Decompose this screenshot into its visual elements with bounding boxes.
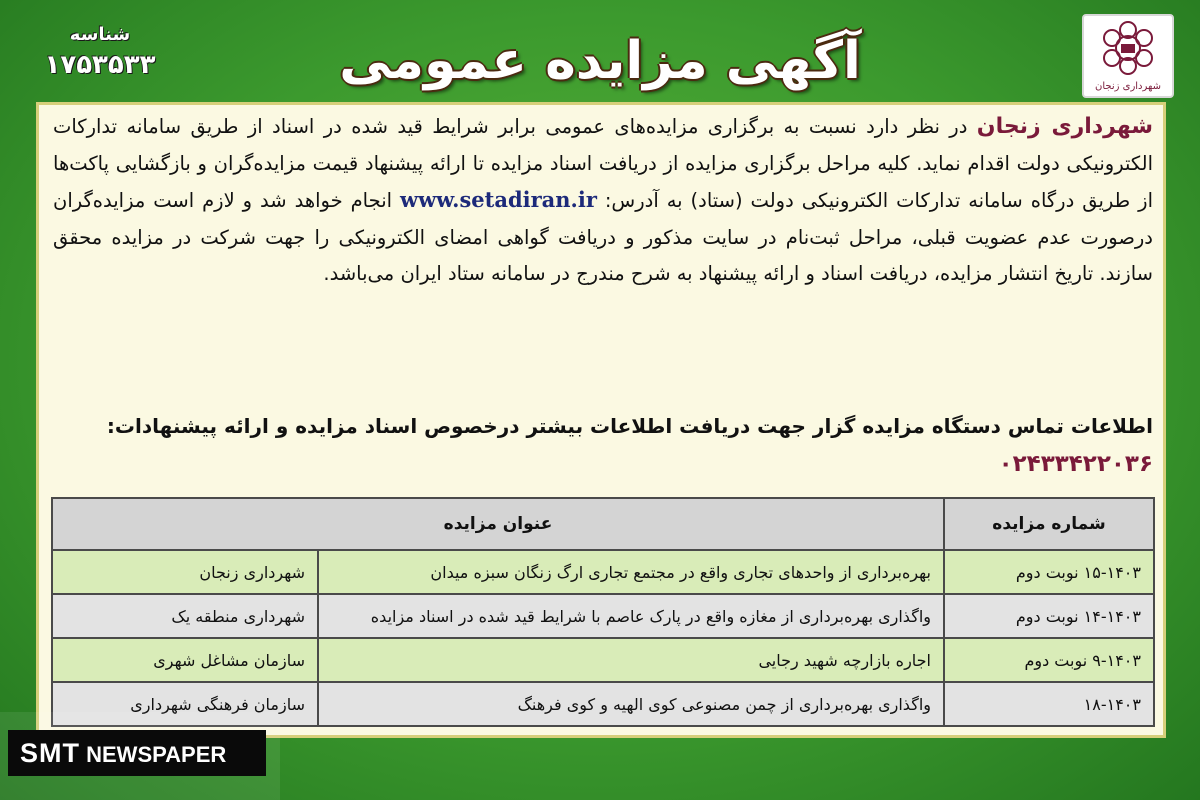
auction-number-cell: ۱۵-۱۴۰۳ نوبت دوم bbox=[944, 550, 1154, 594]
table-row bbox=[52, 594, 1154, 638]
auction-title-cell: واگذاری بهره‌برداری از چمن مصنوعی کوی الهیه و کوی فرهنگ bbox=[318, 682, 944, 726]
header-auction-title: عنوان مزایده bbox=[52, 498, 944, 550]
contact-info bbox=[53, 407, 1153, 483]
newspaper-badge bbox=[8, 730, 266, 776]
website-link[interactable]: www.setadiran.ir bbox=[400, 187, 597, 212]
auctions-table bbox=[51, 497, 1155, 727]
contact-text: اطلاعات تماس دستگاه مزایده گزار جهت دریافت اطلاعات بیشتر درخصوص اسناد مزایده و ارائه پیشنهادات: bbox=[106, 414, 1153, 438]
auction-org-cell: شهرداری زنجان bbox=[52, 550, 318, 594]
badge-brand: SMT bbox=[20, 738, 80, 768]
auction-org-cell: سازمان فرهنگی شهرداری bbox=[52, 682, 318, 726]
auction-org-cell: شهرداری منطقه یک bbox=[52, 594, 318, 638]
ad-id-number: ۱۷۵۳۵۳۳ bbox=[44, 50, 156, 80]
municipality-logo bbox=[1082, 14, 1174, 98]
ad-id-box bbox=[30, 22, 170, 88]
auction-title-cell: اجاره بازارچه شهید رجایی bbox=[318, 638, 944, 682]
ad-body-text-2: انجام خواهد شد و لازم است مزایده‌گران درصورت عدم عضویت قبلی، مراحل ثبت‌نام در سایت مذکور و دریافت گواهی امضای الکترونیکی را جهت شرکت در مزایده محقق سازند. تاریخ انتشار مزایده، دریافت اسناد و ارائه پیشنهاد به شرح مندرج در سامانه ستاد ایران می‌باشد. bbox=[53, 189, 1153, 285]
table-row bbox=[52, 638, 1154, 682]
contact-phone: ۰۲۴۳۳۴۲۲۰۳۶ bbox=[998, 451, 1153, 477]
auctions-table-wrap bbox=[51, 497, 1155, 727]
table-row bbox=[52, 550, 1154, 594]
logo-caption: شهرداری زنجان bbox=[1094, 81, 1162, 92]
ad-content-panel bbox=[36, 102, 1166, 738]
auction-number-cell: ۱۸-۱۴۰۳ bbox=[944, 682, 1154, 726]
badge-newspaper: NEWSPAPER bbox=[80, 742, 227, 767]
ad-id-label: شناسه bbox=[69, 24, 131, 45]
auction-title-cell: واگذاری بهره‌برداری از مغازه واقع در پارک عاصم با شرایط قید شده در اسناد مزایده bbox=[318, 594, 944, 638]
page-title: آگهی مزایده عمومی bbox=[339, 31, 861, 91]
organization-name: شهرداری زنجان bbox=[976, 114, 1153, 139]
flower-emblem-icon bbox=[1090, 18, 1166, 80]
ad-body-text-1: در نظر دارد نسبت به برگزاری مزایده‌های عمومی برابر شرایط قید شده در اسناد از طریق سامانه تدارکات الکترونیکی دولت اقدام نماید. کلیه مراحل برگزاری مزایده از دریافت اسناد مزایده تا ارائه پیشنهاد قیمت مزایده‌گران و بازگشایی پاکت‌ها از طریق درگاه سامانه تدارکات الکترونیکی دولت (ستاد) به آدرس: bbox=[53, 115, 1153, 212]
auction-number-cell: ۹-۱۴۰۳ نوبت دوم bbox=[944, 638, 1154, 682]
auction-title-cell: بهره‌برداری از واحدهای تجاری واقع در مجتمع تجاری ارگ زنگان سبزه میدان bbox=[318, 550, 944, 594]
table-header-row bbox=[52, 498, 1154, 550]
header-auction-number: شماره مزایده bbox=[944, 498, 1154, 550]
auction-number-cell: ۱۴-۱۴۰۳ نوبت دوم bbox=[944, 594, 1154, 638]
ad-body-paragraph bbox=[53, 109, 1153, 293]
auction-org-cell: سازمان مشاغل شهری bbox=[52, 638, 318, 682]
